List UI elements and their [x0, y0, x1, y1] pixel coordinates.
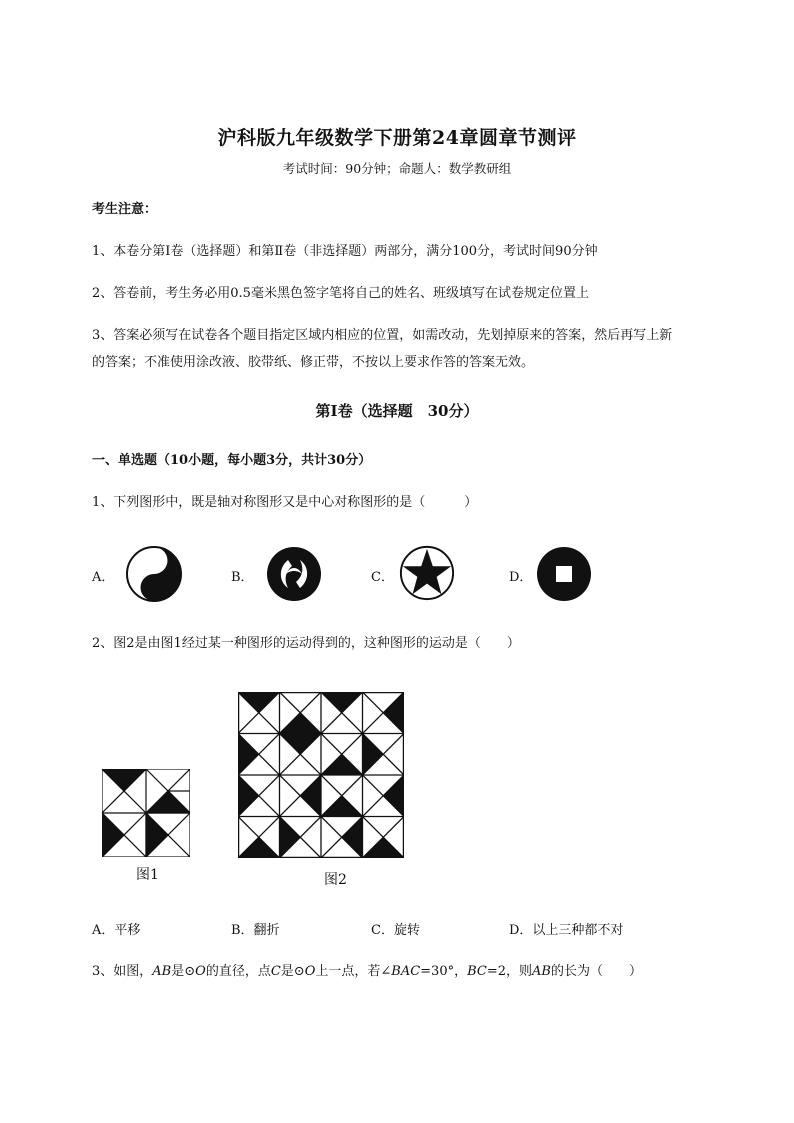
exam-info: 考试时间：90分钟；命题人：数学教研组	[282, 161, 512, 176]
q3-segment-bc: BC	[467, 964, 487, 979]
question-3-stem	[92, 958, 642, 985]
figure-2-caption: 图2	[324, 872, 347, 888]
figure-1-caption: 图1	[136, 867, 159, 883]
q1-option-b-label: B．	[231, 570, 254, 585]
q3-point-o: O	[195, 964, 206, 979]
notice-item-2: 2、答卷前，考生务必用0.5毫米黑色签字笔将自己的姓名、班级填写在试卷规定位置上	[92, 286, 589, 301]
q3-text-1: 是⊙	[171, 964, 196, 979]
question-1-stem: 1、下列图形中，既是轴对称图形又是中心对称图形的是（ ）	[92, 495, 478, 510]
q3-text-6: =2，则	[486, 964, 533, 979]
q3-text-5: =30°，	[420, 964, 468, 979]
square-coin-icon	[534, 544, 594, 604]
notice-item-3-line-2: 的答案；不准使用涂改液、胶带纸、修正带，不按以上要求作答的答案无效。	[92, 355, 535, 370]
q3-angle-bac: BAC	[391, 964, 421, 979]
q1-option-d-label: D．	[509, 570, 533, 585]
q3-text-3: 是⊙	[280, 964, 305, 979]
q3-segment-ab: AB	[152, 964, 172, 979]
wave-emblem-icon	[264, 544, 324, 604]
page-title: 沪科版九年级数学下册第24章圆章节测评	[217, 127, 577, 149]
q3-text-4: 上一点，若∠	[315, 964, 392, 979]
q3-prefix: 3、如图，	[92, 964, 153, 979]
q2-option-a: A．平移	[92, 923, 141, 938]
question-2-stem: 2、图2是由图1经过某一种图形的运动得到的，这种图形的运动是（ ）	[92, 636, 520, 651]
q3-segment-ab-2: AB	[532, 964, 551, 979]
part-heading: 一、单选题（10小题，每小题3分，共计30分）	[92, 453, 372, 468]
notice-item-3-line-1: 3、答案必须写在试卷各个题目指定区域内相应的位置，如需改动，先划掉原来的答案，然后再写上新	[92, 328, 673, 343]
yin-yang-icon	[124, 544, 184, 604]
figure-2-pattern	[238, 692, 404, 858]
q3-text-2: 的直径，点	[205, 964, 271, 979]
q2-option-c: C．旋转	[371, 923, 420, 938]
section-title: 第Ⅰ卷（选择题 30分）	[315, 402, 479, 420]
q1-option-c-label: C．	[371, 570, 394, 585]
q3-point-c: C	[270, 964, 281, 979]
notice-item-1: 1、本卷分第Ⅰ卷（选择题）和第Ⅱ卷（非选择题）两部分，满分100分，考试时间90分钟	[92, 244, 598, 259]
q2-option-d: D．以上三种都不对	[509, 923, 624, 938]
q3-text-7: 的长为（ ）	[550, 964, 642, 979]
notice-heading: 考生注意：	[92, 202, 158, 217]
q1-option-a-label: A．	[92, 570, 115, 585]
q3-point-o-2: O	[304, 964, 316, 979]
figure-1-pattern	[102, 769, 190, 857]
star-in-circle-icon	[398, 544, 456, 602]
q2-option-b: B．翻折	[231, 923, 280, 938]
